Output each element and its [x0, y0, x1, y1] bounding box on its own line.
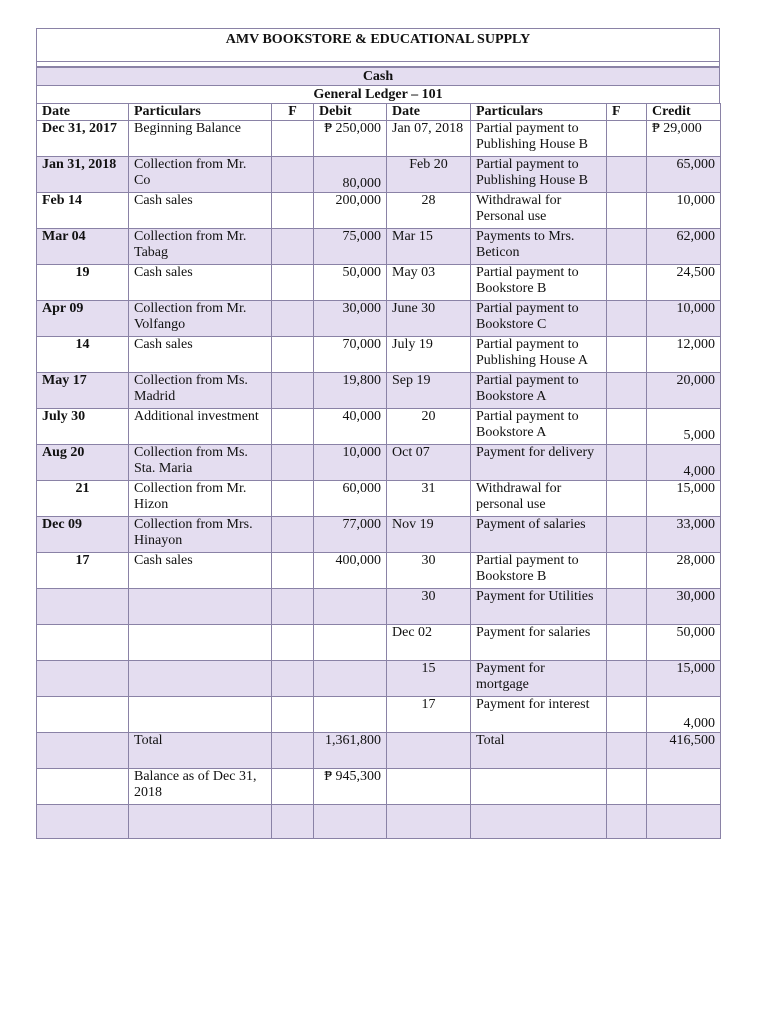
column-header-row — [37, 104, 721, 121]
credit-particulars: Partial payment to Bookstore C — [471, 301, 607, 337]
balance-folio — [272, 769, 314, 805]
table-row — [37, 301, 721, 337]
credit-amount: 50,000 — [647, 625, 721, 661]
credit-folio — [607, 625, 647, 661]
debit-particulars — [129, 697, 272, 733]
credit-particulars: Payment for delivery — [471, 445, 607, 481]
credit-particulars: Payment for salaries — [471, 625, 607, 661]
balance-credit-particulars — [471, 769, 607, 805]
credit-particulars: Partial payment to Publishing House A — [471, 337, 607, 373]
credit-amount: 10,000 — [647, 301, 721, 337]
credit-date: Jan 07, 2018 — [387, 121, 471, 157]
totals-row — [37, 733, 721, 769]
credit-particulars: Withdrawal for personal use — [471, 481, 607, 517]
debit-folio — [272, 157, 314, 193]
credit-date: 28 — [387, 193, 471, 229]
debit-folio — [272, 697, 314, 733]
debit-amount: 70,000 — [314, 337, 387, 373]
credit-date: Nov 19 — [387, 517, 471, 553]
credit-folio — [607, 445, 647, 481]
credit-amount: 4,000 — [647, 445, 721, 481]
debit-folio — [272, 553, 314, 589]
credit-amount: 30,000 — [647, 589, 721, 625]
credit-amount: 4,000 — [647, 697, 721, 733]
debit-particulars: Collection from Mr. Tabag — [129, 229, 272, 265]
debit-date: Aug 20 — [37, 445, 129, 481]
debit-amount: ₱ 250,000 — [314, 121, 387, 157]
credit-folio — [607, 661, 647, 697]
debit-date: Feb 14 — [37, 193, 129, 229]
debit-date: Apr 09 — [37, 301, 129, 337]
debit-particulars: Cash sales — [129, 553, 272, 589]
debit-date: July 30 — [37, 409, 129, 445]
credit-amount: 10,000 — [647, 193, 721, 229]
credit-amount: 62,000 — [647, 229, 721, 265]
debit-amount: 10,000 — [314, 445, 387, 481]
balance-row — [37, 769, 721, 805]
credit-particulars: Partial payment to Bookstore B — [471, 265, 607, 301]
header-particulars-credit: Particulars — [471, 104, 607, 121]
table-row — [37, 121, 721, 157]
credit-particulars: Payment for mortgage — [471, 661, 607, 697]
credit-folio — [607, 229, 647, 265]
debit-particulars: Collection from Ms. Madrid — [129, 373, 272, 409]
debit-folio — [272, 625, 314, 661]
credit-folio — [607, 697, 647, 733]
header-particulars: Particulars — [129, 104, 272, 121]
credit-particulars: Partial payment to Publishing House B — [471, 121, 607, 157]
empty-row — [37, 805, 721, 839]
credit-date: May 03 — [387, 265, 471, 301]
totals-debit-amount: 1,361,800 — [314, 733, 387, 769]
credit-amount: 15,000 — [647, 661, 721, 697]
table-row — [37, 553, 721, 589]
credit-date: Feb 20 — [387, 157, 471, 193]
credit-particulars: Partial payment to Bookstore A — [471, 373, 607, 409]
debit-particulars: Additional investment — [129, 409, 272, 445]
credit-folio — [607, 553, 647, 589]
credit-particulars: Payment for Utilities — [471, 589, 607, 625]
credit-date: Mar 15 — [387, 229, 471, 265]
balance-amount: ₱ 945,300 — [314, 769, 387, 805]
totals-credit-label: Total — [471, 733, 607, 769]
debit-particulars — [129, 661, 272, 697]
debit-amount: 40,000 — [314, 409, 387, 445]
credit-amount: 5,000 — [647, 409, 721, 445]
credit-date: Sep 19 — [387, 373, 471, 409]
debit-folio — [272, 661, 314, 697]
debit-particulars: Collection from Ms. Sta. Maria — [129, 445, 272, 481]
credit-folio — [607, 481, 647, 517]
table-row — [37, 157, 721, 193]
ledger-sheet — [36, 28, 720, 839]
credit-folio — [607, 409, 647, 445]
debit-particulars: Cash sales — [129, 265, 272, 301]
debit-folio — [272, 481, 314, 517]
table-row — [37, 265, 721, 301]
empty-cell — [272, 805, 314, 839]
debit-particulars: Collection from Mrs. Hinayon — [129, 517, 272, 553]
table-row — [37, 589, 721, 625]
debit-date: Dec 31, 2017 — [37, 121, 129, 157]
debit-folio — [272, 265, 314, 301]
debit-amount: 50,000 — [314, 265, 387, 301]
debit-particulars: Collection from Mr. Volfango — [129, 301, 272, 337]
debit-folio — [272, 337, 314, 373]
credit-date: 31 — [387, 481, 471, 517]
table-row — [37, 661, 721, 697]
debit-folio — [272, 445, 314, 481]
debit-particulars: Cash sales — [129, 337, 272, 373]
ledger-number: General Ledger – 101 — [36, 86, 720, 103]
debit-amount: 30,000 — [314, 301, 387, 337]
table-row — [37, 409, 721, 445]
credit-particulars: Partial payment to Publishing House B — [471, 157, 607, 193]
debit-amount: 200,000 — [314, 193, 387, 229]
debit-date: 14 — [37, 337, 129, 373]
debit-particulars — [129, 589, 272, 625]
credit-amount: 24,500 — [647, 265, 721, 301]
debit-date: 21 — [37, 481, 129, 517]
credit-particulars: Partial payment to Bookstore A — [471, 409, 607, 445]
credit-date: July 19 — [387, 337, 471, 373]
debit-amount — [314, 625, 387, 661]
credit-folio — [607, 193, 647, 229]
table-row — [37, 625, 721, 661]
debit-amount — [314, 661, 387, 697]
credit-date: Dec 02 — [387, 625, 471, 661]
header-credit: Credit — [647, 104, 721, 121]
debit-folio — [272, 193, 314, 229]
credit-folio — [607, 121, 647, 157]
debit-amount — [314, 697, 387, 733]
credit-particulars: Payment of salaries — [471, 517, 607, 553]
credit-folio — [607, 373, 647, 409]
credit-particulars: Partial payment to Bookstore B — [471, 553, 607, 589]
table-row — [37, 229, 721, 265]
debit-folio — [272, 589, 314, 625]
header-debit: Debit — [314, 104, 387, 121]
balance-credit-amount — [647, 769, 721, 805]
table-row — [37, 373, 721, 409]
balance-label: Balance as of Dec 31, 2018 — [129, 769, 272, 805]
table-row — [37, 193, 721, 229]
credit-amount: 65,000 — [647, 157, 721, 193]
debit-amount: 400,000 — [314, 553, 387, 589]
credit-folio — [607, 589, 647, 625]
credit-amount: 33,000 — [647, 517, 721, 553]
debit-date: Mar 04 — [37, 229, 129, 265]
credit-particulars: Payments to Mrs. Beticon — [471, 229, 607, 265]
debit-particulars: Collection from Mr. Co — [129, 157, 272, 193]
credit-date: Oct 07 — [387, 445, 471, 481]
header-date: Date — [37, 104, 129, 121]
totals-credit-amount: 416,500 — [647, 733, 721, 769]
debit-date — [37, 589, 129, 625]
debit-folio — [272, 373, 314, 409]
debit-particulars — [129, 625, 272, 661]
totals-debit-folio — [272, 733, 314, 769]
table-row — [37, 517, 721, 553]
credit-amount: 15,000 — [647, 481, 721, 517]
debit-amount — [314, 589, 387, 625]
credit-date: 20 — [387, 409, 471, 445]
credit-amount: 12,000 — [647, 337, 721, 373]
debit-date — [37, 625, 129, 661]
debit-amount: 80,000 — [314, 157, 387, 193]
debit-date — [37, 661, 129, 697]
empty-cell — [607, 805, 647, 839]
debit-date: May 17 — [37, 373, 129, 409]
credit-folio — [607, 265, 647, 301]
debit-amount: 19,800 — [314, 373, 387, 409]
debit-amount: 60,000 — [314, 481, 387, 517]
debit-date: 17 — [37, 553, 129, 589]
credit-amount: 28,000 — [647, 553, 721, 589]
company-title: AMV BOOKSTORE & EDUCATIONAL SUPPLY — [36, 28, 720, 62]
ledger-table — [36, 103, 721, 839]
debit-date: Dec 09 — [37, 517, 129, 553]
credit-particulars: Payment for interest — [471, 697, 607, 733]
debit-particulars: Beginning Balance — [129, 121, 272, 157]
debit-date: Jan 31, 2018 — [37, 157, 129, 193]
credit-date: 17 — [387, 697, 471, 733]
totals-credit-folio — [607, 733, 647, 769]
debit-amount: 75,000 — [314, 229, 387, 265]
credit-folio — [607, 301, 647, 337]
table-row — [37, 697, 721, 733]
credit-amount: 20,000 — [647, 373, 721, 409]
empty-cell — [387, 805, 471, 839]
credit-particulars: Withdrawal for Personal use — [471, 193, 607, 229]
balance-credit-date — [387, 769, 471, 805]
header-f: F — [272, 104, 314, 121]
header-f-credit: F — [607, 104, 647, 121]
header-date-credit: Date — [387, 104, 471, 121]
empty-cell — [471, 805, 607, 839]
account-name: Cash — [36, 68, 720, 86]
credit-folio — [607, 337, 647, 373]
credit-date: 30 — [387, 589, 471, 625]
credit-folio — [607, 517, 647, 553]
debit-folio — [272, 301, 314, 337]
table-row — [37, 337, 721, 373]
debit-folio — [272, 121, 314, 157]
empty-cell — [314, 805, 387, 839]
debit-folio — [272, 409, 314, 445]
table-row — [37, 445, 721, 481]
empty-cell — [129, 805, 272, 839]
empty-cell — [37, 805, 129, 839]
totals-debit-label: Total — [129, 733, 272, 769]
credit-date: 30 — [387, 553, 471, 589]
empty-cell — [647, 805, 721, 839]
credit-date: June 30 — [387, 301, 471, 337]
totals-debit-date — [37, 733, 129, 769]
credit-folio — [607, 157, 647, 193]
balance-date — [37, 769, 129, 805]
debit-folio — [272, 229, 314, 265]
debit-amount: 77,000 — [314, 517, 387, 553]
debit-folio — [272, 517, 314, 553]
table-row — [37, 481, 721, 517]
debit-date — [37, 697, 129, 733]
totals-credit-date — [387, 733, 471, 769]
credit-date: 15 — [387, 661, 471, 697]
debit-date: 19 — [37, 265, 129, 301]
debit-particulars: Collection from Mr. Hizon — [129, 481, 272, 517]
balance-credit-folio — [607, 769, 647, 805]
credit-amount: ₱ 29,000 — [647, 121, 721, 157]
debit-particulars: Cash sales — [129, 193, 272, 229]
